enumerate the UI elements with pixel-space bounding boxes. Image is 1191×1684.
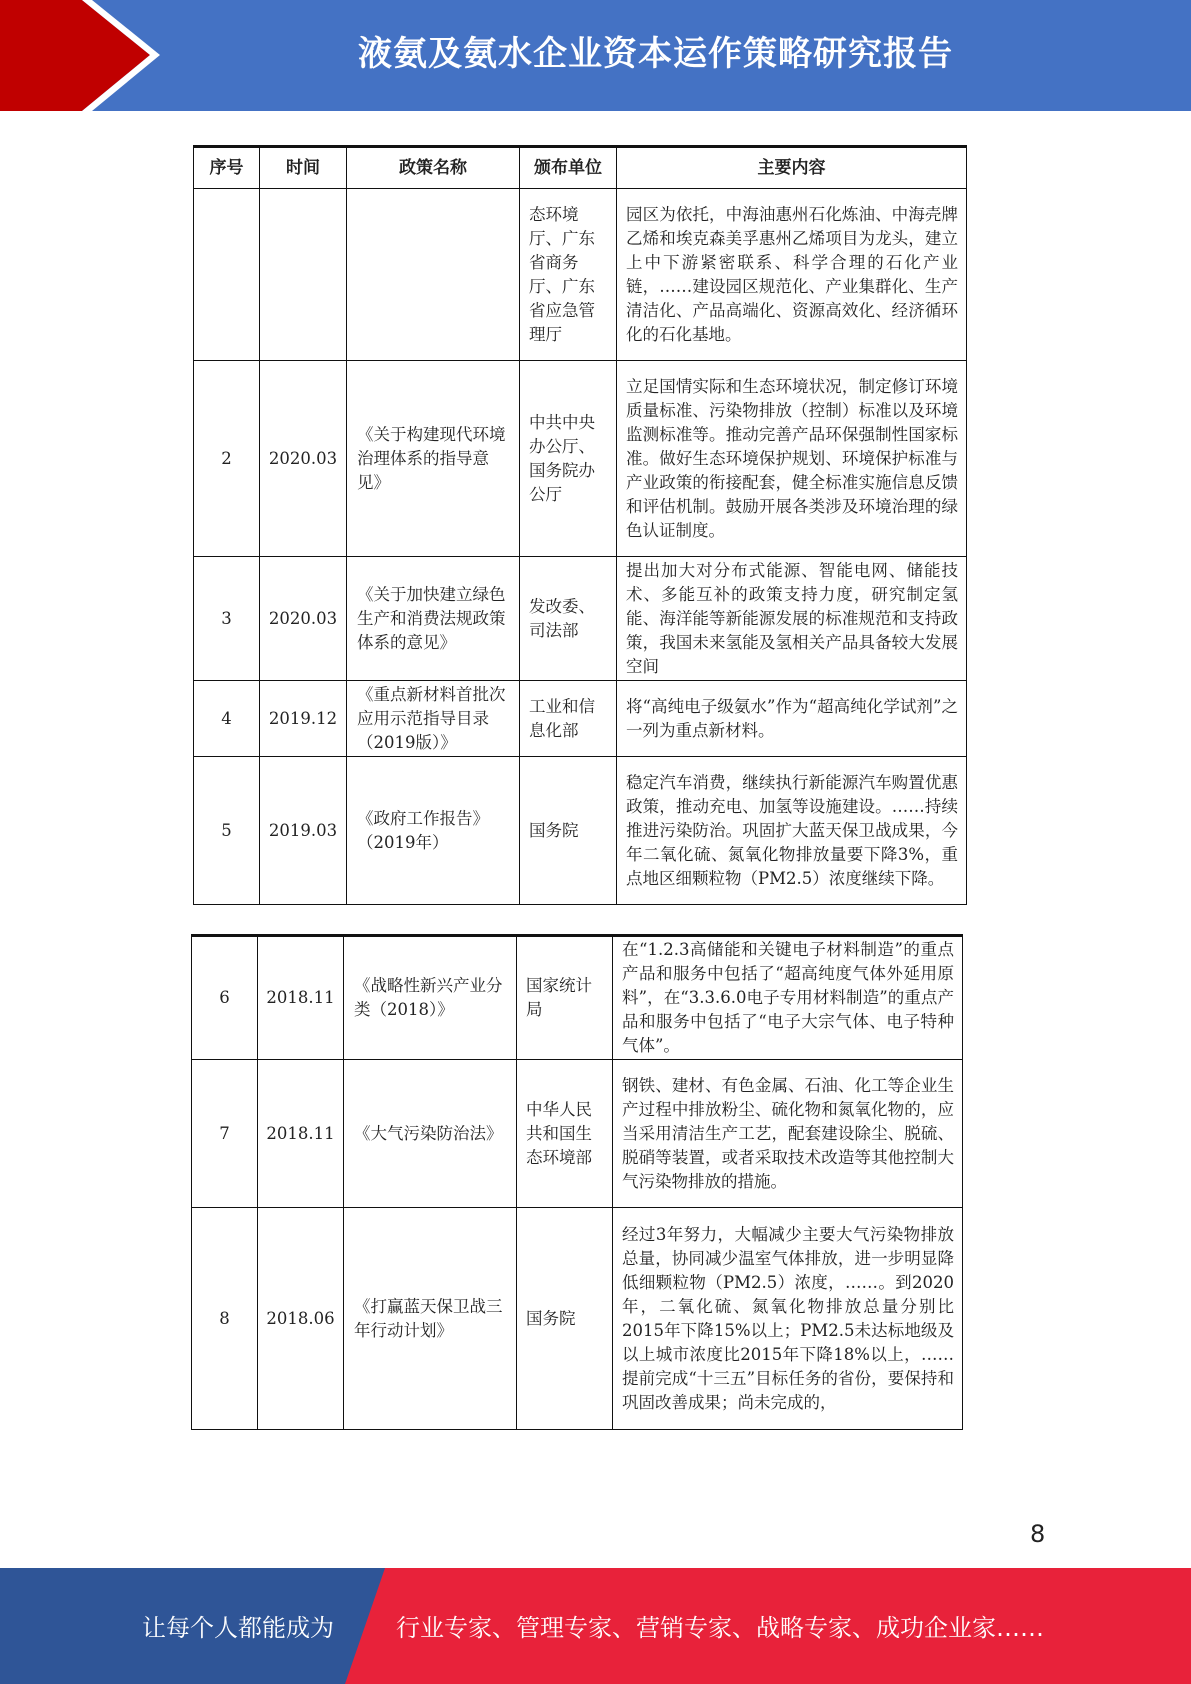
page-number: 8: [1030, 1520, 1046, 1548]
table-row: [194, 681, 967, 757]
row-policy-name: 《关于构建现代环境治理体系的指导意见》: [347, 361, 520, 557]
row-no: 6: [192, 936, 258, 1060]
table-row: [194, 361, 967, 557]
row-no: 7: [192, 1060, 258, 1208]
row-date: 2020.03: [260, 361, 347, 557]
row-policy-name: 《大气污染防治法》: [344, 1060, 517, 1208]
row-policy-name: 《打赢蓝天保卫战三年行动计划》: [344, 1208, 517, 1430]
footer-slogan-left: 让每个人都能成为: [142, 1614, 334, 1642]
policy-table-part2: [191, 934, 963, 1430]
header-issuer: 颁布单位: [520, 147, 617, 189]
row-date: 2018.06: [258, 1208, 344, 1430]
row-policy-name: 《关于加快建立绿色生产和消费法规政策体系的意见》: [347, 557, 520, 681]
header-no: 序号: [194, 147, 260, 189]
row-date: [260, 189, 347, 361]
row-date: 2019.03: [260, 757, 347, 905]
row-no: 5: [194, 757, 260, 905]
header-content: 主要内容: [617, 147, 967, 189]
policy-table-part1: [193, 145, 967, 905]
row-no: 4: [194, 681, 260, 757]
row-issuer: 国务院: [520, 757, 617, 905]
row-issuer: 中华人民共和国生态环境部: [517, 1060, 613, 1208]
row-content: 园区为依托，中海油惠州石化炼油、中海壳牌乙烯和埃克森美孚惠州乙烯项目为龙头，建立上中下游紧密联系、科学合理的石化产业链，……建设园区规范化、产业集群化、生产清洁化、产品高端化、资源高效化、经济循环化的石化基地。: [617, 189, 967, 361]
table-header-row: [194, 147, 967, 189]
row-date: 2020.03: [260, 557, 347, 681]
table-row: [194, 189, 967, 361]
row-date: 2019.12: [260, 681, 347, 757]
row-date: 2018.11: [258, 1060, 344, 1208]
row-content: 在“1.2.3高储能和关键电子材料制造”的重点产品和服务中包括了“超高纯度气体外延用原料”，在“3.3.6.0电子专用材料制造”的重点产品和服务中包括了“电子大宗气体、电子特种气体”。: [613, 936, 963, 1060]
row-issuer: 国家统计局: [517, 936, 613, 1060]
row-issuer: 工业和信息化部: [520, 681, 617, 757]
row-issuer: 中共中央办公厅、国务院办公厅: [520, 361, 617, 557]
row-content: 经过3年努力，大幅减少主要大气污染物排放总量，协同减少温室气体排放，进一步明显降低细颗粒物（PM2.5）浓度，……。到2020年，二氧化硫、氮氧化物排放总量分别比2015年下降15%以上；PM2.5未达标地级及以上城市浓度比2015年下降18%以上，……提前完成“十三五”目标任务的省份，要保持和巩固改善成果；尚未完成的，: [613, 1208, 963, 1430]
table-row: [194, 757, 967, 905]
row-content: 立足国情实际和生态环境状况，制定修订环境质量标准、污染物排放（控制）标准以及环境监测标准等。推动完善产品环保强制性国家标准。做好生态环境保护规划、环境保护标准与产业政策的衔接配套，健全标准实施信息反馈和评估机制。鼓励开展各类涉及环境治理的绿色认证制度。: [617, 361, 967, 557]
row-no: 2: [194, 361, 260, 557]
row-content: 钢铁、建材、有色金属、石油、化工等企业生产过程中排放粉尘、硫化物和氮氧化物的，应当采用清洁生产工艺，配套建设除尘、脱硫、脱硝等装置，或者采取技术改造等其他控制大气污染物排放的措施。: [613, 1060, 963, 1208]
table-row: [194, 557, 967, 681]
row-issuer: 国务院: [517, 1208, 613, 1430]
row-date: 2018.11: [258, 936, 344, 1060]
header-banner: [0, 0, 1191, 111]
footer-banner: [0, 1568, 1191, 1684]
header-date: 时间: [260, 147, 347, 189]
row-no: [194, 189, 260, 361]
table-row: [192, 1060, 963, 1208]
row-issuer: 态环境厅、广东省商务厅、广东省应急管理厅: [520, 189, 617, 361]
row-no: 8: [192, 1208, 258, 1430]
row-content: 将“高纯电子级氨水”作为“超高纯化学试剂”之一列为重点新材料。: [617, 681, 967, 757]
row-content: 稳定汽车消费，继续执行新能源汽车购置优惠政策，推动充电、加氢等设施建设。……持续推进污染防治。巩固扩大蓝天保卫战成果，今年二氧化硫、氮氧化物排放量要下降3%，重点地区细颗粒物（PM2.5）浓度继续下降。: [617, 757, 967, 905]
table-row: [192, 936, 963, 1060]
chevron-arrow-icon: [0, 0, 160, 111]
header-policy-name: 政策名称: [347, 147, 520, 189]
row-content: 提出加大对分布式能源、智能电网、储能技术、多能互补的政策支持力度，研究制定氢能、海洋能等新能源发展的标准规范和支持政策，我国未来氢能及氢相关产品具备较大发展空间: [617, 557, 967, 681]
footer-slogan-right: 行业专家、管理专家、营销专家、战略专家、成功企业家……: [396, 1614, 1044, 1642]
row-no: 3: [194, 557, 260, 681]
row-policy-name: 《战略性新兴产业分类（2018）》: [344, 936, 517, 1060]
report-title: 液氨及氨水企业资本运作策略研究报告: [358, 34, 953, 74]
row-policy-name: 《政府工作报告》（2019年）: [347, 757, 520, 905]
table-row: [192, 1208, 963, 1430]
row-policy-name: 《重点新材料首批次应用示范指导目录（2019版）》: [347, 681, 520, 757]
row-policy-name: [347, 189, 520, 361]
row-issuer: 发改委、司法部: [520, 557, 617, 681]
